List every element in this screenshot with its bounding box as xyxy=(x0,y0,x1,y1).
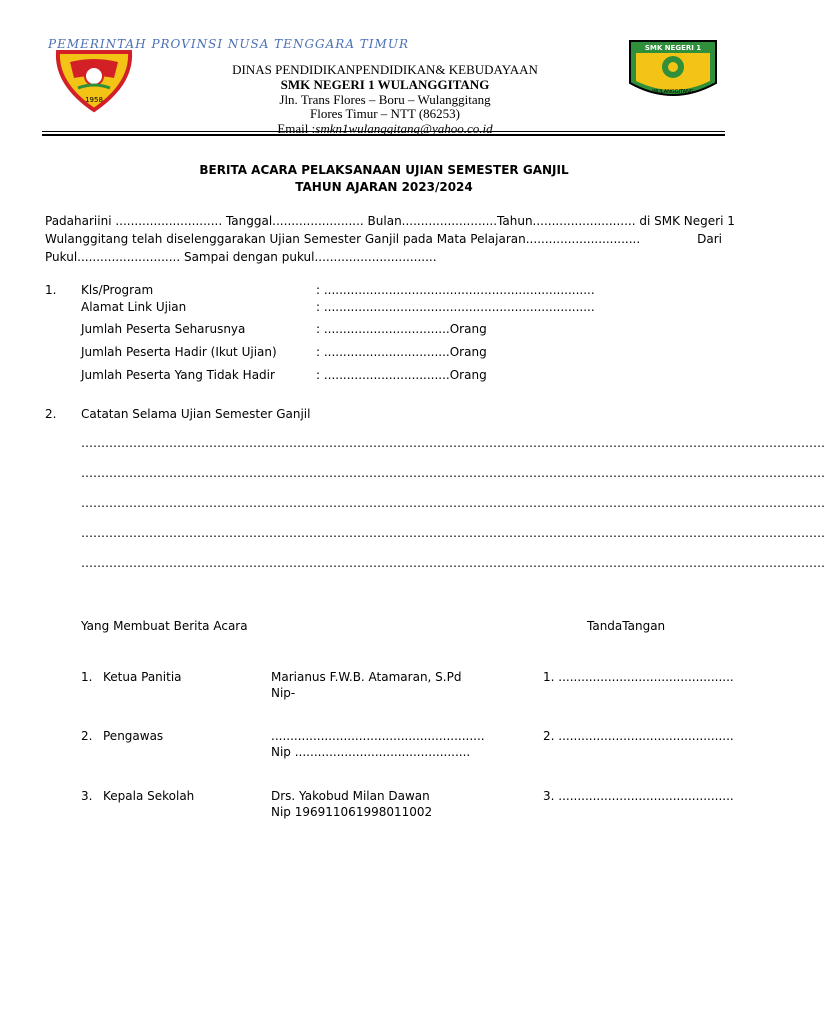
document-title: BERITA ACARA PELAKSANAAN UJIAN SEMESTER GANJIL xyxy=(199,163,569,177)
signatory-nip: Nip .............................................. xyxy=(271,745,471,759)
signatory-number: 3. xyxy=(81,789,93,803)
signature-line: 3. .............................................. xyxy=(543,789,734,803)
field-label-peserta-hadir: Jumlah Peserta Hadir (Ikut Ujian) xyxy=(81,345,277,359)
school-logo-bottom-text: WULANGGITANG xyxy=(652,89,694,95)
document-subtitle: TAHUN AJARAN 2023/2024 xyxy=(295,180,473,194)
field-value-peserta-hadir: : .................................Orang xyxy=(316,345,487,359)
intro-line-1: Padahariini ............................ Tanggal........................ Bulan.........................Tahun........................... di SMK Negeri 1 xyxy=(45,214,735,228)
signatory-number: 1. xyxy=(81,670,93,684)
signatory-role-pengawas: Pengawas xyxy=(103,729,164,743)
signatory-name: Marianus F.W.B. Atamaran, S.Pd xyxy=(271,670,462,684)
school-logo-top-text: SMK NEGERI 1 xyxy=(644,44,702,52)
field-value-peserta-seharusnya: : .................................Orang xyxy=(316,322,487,336)
field-value-peserta-tidak-hadir: : .................................Orang xyxy=(316,368,487,382)
signatory-nip: Nip 196911061998011002 xyxy=(271,805,433,819)
signatory-role-kepala-sekolah: Kepala Sekolah xyxy=(103,789,195,803)
field-label-peserta-tidak-hadir: Jumlah Peserta Yang Tidak Hadir xyxy=(81,368,275,382)
field-value-link-ujian: : ....................................................................... xyxy=(316,300,595,314)
section-1-number: 1. xyxy=(45,283,57,297)
email-label: Email : xyxy=(277,121,316,136)
field-value-kls-program: : ....................................................................... xyxy=(316,283,595,297)
notes-line: …………………………………………………………………………………………………………………………………………………………………… xyxy=(81,466,825,480)
school-city: Flores Timur – NTT (86253) xyxy=(310,106,460,121)
header-divider-thick xyxy=(42,134,725,136)
emblem-year: 1958 xyxy=(85,96,103,104)
signatory-heading: Yang Membuat Berita Acara xyxy=(81,619,248,633)
notes-line: …………………………………………………………………………………………………………………………………………………………………… xyxy=(81,556,825,570)
signatory-number: 2. xyxy=(81,729,93,743)
signatory-nip: Nip- xyxy=(271,686,296,700)
school-address: Jln. Trans Flores – Boru – Wulanggitang xyxy=(279,92,491,107)
section-2-label: Catatan Selama Ujian Semester Ganjil xyxy=(81,407,311,421)
government-heading: PEMERINTAH PROVINSI NUSA TENGGARA TIMUR xyxy=(48,37,409,51)
signature-line: 2. .............................................. xyxy=(543,729,734,743)
signatory-name: Drs. Yakobud Milan Dawan xyxy=(271,789,430,803)
header-divider-thin xyxy=(42,131,725,132)
notes-line: …………………………………………………………………………………………………………………………………………………………………… xyxy=(81,436,825,450)
email-value: smkn1wulanggitang@yahoo.co.id xyxy=(315,121,493,136)
field-label-kls-program: Kls/Program xyxy=(81,283,154,297)
field-label-peserta-seharusnya: Jumlah Peserta Seharusnya xyxy=(81,322,246,336)
signature-line: 1. .............................................. xyxy=(543,670,734,684)
school-logo xyxy=(624,37,722,105)
field-label-link-ujian: Alamat Link Ujian xyxy=(81,300,187,314)
signature-heading: TandaTangan xyxy=(587,619,666,633)
signatory-role-ketua-panitia: Ketua Panitia xyxy=(103,670,182,684)
intro-line-2-right: Dari xyxy=(697,232,722,246)
notes-line: …………………………………………………………………………………………………………………………………………………………………… xyxy=(81,496,825,510)
department-name: DINAS PENDIDIKANPENDIDIKAN& KEBUDAYAAN xyxy=(232,62,538,77)
intro-line-2-left: Wulanggitang telah diselenggarakan Ujian Semester Ganjil pada Mata Pelajaran.............................. xyxy=(45,232,641,246)
signatory-name: ........................................................ xyxy=(271,729,485,743)
province-emblem-logo xyxy=(48,48,140,114)
intro-line-3: Pukul........................... Sampai dengan pukul................................ xyxy=(45,250,437,264)
school-name: SMK NEGERI 1 WULANGGITANG xyxy=(280,77,490,92)
section-2-number: 2. xyxy=(45,407,57,421)
notes-line: …………………………………………………………………………………………………………………………………………………………………… xyxy=(81,526,825,540)
